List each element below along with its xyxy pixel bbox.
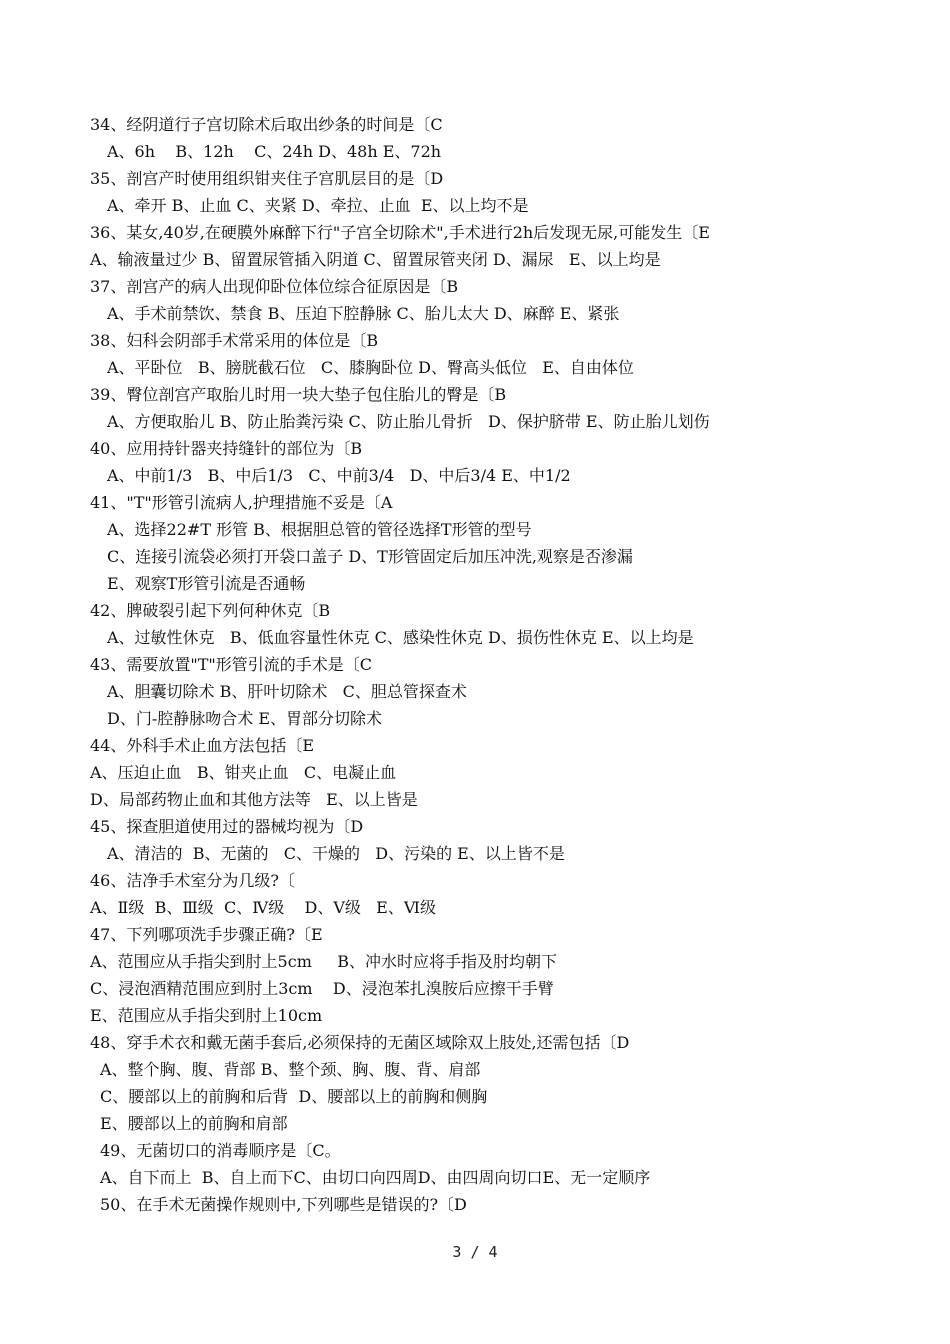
text-line: 38、妇科会阴部手术常采用的体位是〔B: [90, 331, 379, 350]
text-line: 34、经阴道行子宫切除术后取出纱条的时间是〔C: [90, 115, 443, 134]
text-line: E、观察T形管引流是否通畅: [107, 574, 306, 593]
text-line: A、输液量过少 B、留置尿管插入阴道 C、留置尿管夹闭 D、漏尿 E、以上均是: [90, 250, 661, 269]
text-line: C、浸泡酒精范围应到肘上3cm D、浸泡苯扎溴胺后应擦干手臂: [90, 979, 554, 998]
text-line: E、腰部以上的前胸和肩部: [100, 1114, 288, 1133]
text-line: D、门-腔静脉吻合术 E、胃部分切除术: [107, 709, 383, 728]
text-line: 39、臀位剖宫产取胎儿时用一块大垫子包住胎儿的臀是〔B: [90, 385, 507, 404]
text-line: 42、脾破裂引起下列何种休克〔B: [90, 601, 331, 620]
text-line: A、范围应从手指尖到肘上5cm B、冲水时应将手指及肘均朝下: [90, 952, 558, 971]
text-line: 44、外科手术止血方法包括〔E: [90, 736, 315, 755]
text-line: 35、剖宫产时使用组织钳夹住子宫肌层目的是〔D: [90, 169, 444, 188]
text-line: A、平卧位 B、膀胱截石位 C、膝胸卧位 D、臀高头低位 E、自由体位: [107, 358, 634, 377]
text-line: C、腰部以上的前胸和后背 D、腰部以上的前胸和侧胸: [100, 1087, 488, 1106]
text-line: 45、探查胆道使用过的器械均视为〔D: [90, 817, 364, 836]
text-line: A、方便取胎儿 B、防止胎粪污染 C、防止胎儿骨折 D、保护脐带 E、防止胎儿划伤: [107, 412, 710, 431]
text-line: A、自下而上 B、自上而下C、由切口向四周D、由四周向切口E、无一定顺序: [100, 1168, 651, 1187]
question-list: [0, 111, 950, 1218]
text-line: 37、剖宫产的病人出现仰卧位体位综合征原因是〔B: [90, 277, 459, 296]
text-line: 41、"T"形管引流病人,护理措施不妥是〔A: [90, 493, 393, 512]
text-line: 46、洁净手术室分为几级?〔: [90, 871, 295, 890]
text-line: A、整个胸、腹、背部 B、整个颈、胸、腹、背、肩部: [100, 1060, 481, 1079]
text-line: 49、无菌切口的消毒顺序是〔C。: [100, 1141, 341, 1160]
text-line: A、中前1/3 B、中后1/3 C、中前3/4 D、中后3/4 E、中1/2: [107, 466, 571, 485]
text-line: 47、下列哪项洗手步骤正确?〔E: [90, 925, 323, 944]
text-line: A、清洁的 B、无菌的 C、干燥的 D、污染的 E、以上皆不是: [107, 844, 565, 863]
text-line: 40、应用持针器夹持缝针的部位为〔B: [90, 439, 363, 458]
text-line: A、Ⅱ级 B、Ⅲ级 C、Ⅳ级 D、Ⅴ级 E、Ⅵ级: [90, 898, 436, 917]
text-line: A、压迫止血 B、钳夹止血 C、电凝止血: [90, 763, 397, 782]
text-line: 43、需要放置"T"形管引流的手术是〔C: [90, 655, 372, 674]
text-line: A、过敏性休克 B、低血容量性休克 C、感染性休克 D、损伤性休克 E、以上均是: [107, 628, 694, 647]
text-line: 50、在手术无菌操作规则中,下列哪些是错误的?〔D: [100, 1195, 467, 1214]
text-line: A、胆囊切除术 B、肝叶切除术 C、胆总管探查术: [107, 682, 467, 701]
page-number: 3 / 4: [452, 1243, 498, 1261]
text-line: D、局部药物止血和其他方法等 E、以上皆是: [90, 790, 418, 809]
text-line: C、连接引流袋必须打开袋口盖子 D、T形管固定后加压冲洗,观察是否渗漏: [107, 547, 633, 566]
text-line: E、范围应从手指尖到肘上10cm: [90, 1006, 323, 1025]
text-line: A、牵开 B、止血 C、夹紧 D、牵拉、止血 E、以上均不是: [107, 196, 529, 215]
text-line: 36、某女,40岁,在硬膜外麻醉下行"子宫全切除术",手术进行2h后发现无尿,可能发生〔E: [90, 223, 710, 242]
text-line: A、6h B、12h C、24h D、48h E、72h: [107, 142, 442, 161]
text-line: 48、穿手术衣和戴无菌手套后,必须保持的无菌区域除双上肢处,还需包括〔D: [90, 1033, 630, 1052]
text-line: A、手术前禁饮、禁食 B、压迫下腔静脉 C、胎儿太大 D、麻醉 E、紧张: [107, 304, 620, 323]
text-line: A、选择22#T 形管 B、根据胆总管的管径选择T形管的型号: [107, 520, 532, 539]
